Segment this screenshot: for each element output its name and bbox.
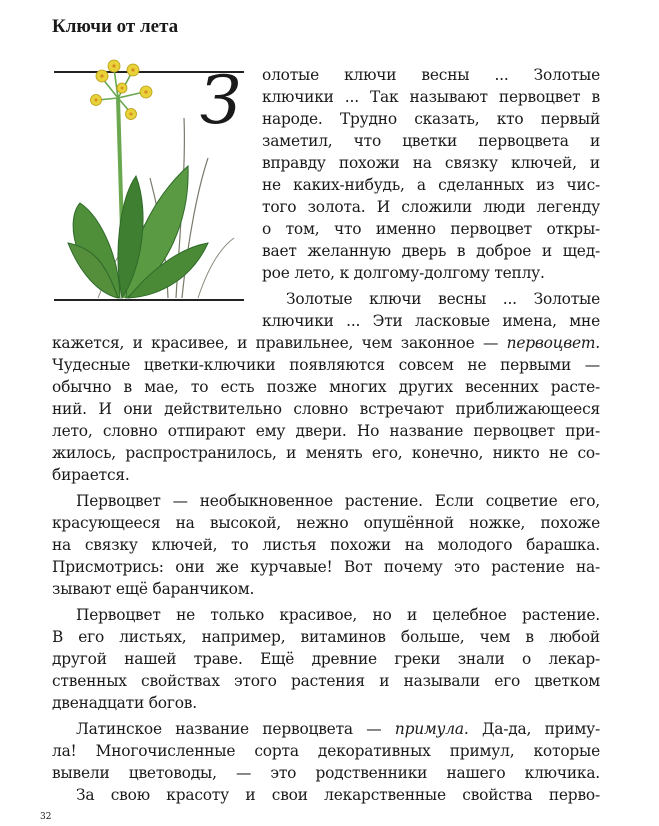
emphasis-term: примула. xyxy=(394,720,469,738)
page-title: Ключи от лета xyxy=(52,16,179,37)
text-line xyxy=(52,332,600,354)
text-line: лето, словно отпирают ему двери. Но название первоцвет при- xyxy=(52,422,600,440)
text-line: За свою красоту и свои лекарственные свойства перво- xyxy=(76,786,600,804)
text-line: вправду похожи на связку ключей, и xyxy=(262,154,600,172)
text-line: бирается. xyxy=(52,466,130,484)
text-line: ключики ... Эти ласковые имена, мне xyxy=(262,312,600,330)
text-line: того золота. И сложили люди легенду xyxy=(262,198,600,216)
text-segment: Латинское название первоцвета — xyxy=(76,720,382,738)
text-line xyxy=(76,718,600,740)
text-line: ственных свойствах этого растения и называли его цветком xyxy=(52,672,600,690)
text-line: Золотые ключи весны ... Золотые xyxy=(286,290,600,308)
text-line: Присмотрись: они же курчавые! Вот почему это растение на- xyxy=(52,558,600,576)
text-line: заметил, что цветки первоцвета и xyxy=(262,132,600,150)
text-line: обычно в мае, то есть позже многих других весенних расте- xyxy=(52,378,600,396)
text-line: жилось, распространилось, и менять его, конечно, никто не со- xyxy=(52,444,600,462)
text-line: олотые ключи весны ... Золотые xyxy=(262,66,600,84)
text-line: рое лето, к долгому-долгому теплу. xyxy=(262,264,545,282)
text-line: на связку ключей, то листья похожи на молодого барашка. xyxy=(52,536,600,554)
text-line: Первоцвет — необыкновенное растение. Если соцветие его, xyxy=(76,492,600,510)
text-line: о том, что именно первоцвет откры- xyxy=(262,220,600,238)
text-line: двенадцати богов. xyxy=(52,694,197,712)
emphasis-term: первоцвет. xyxy=(506,334,600,352)
text-line: ла! Многочисленные сорта декоративных примул, которые xyxy=(52,742,600,760)
text-line: В его листьях, например, витаминов больше, чем в любой xyxy=(52,628,600,646)
text-line: вывели цветоводы, — это родственники нашего ключика. xyxy=(52,764,600,782)
text-segment: кажется, и красивее, и правильнее, чем законное — xyxy=(52,334,499,352)
drop-cap: З xyxy=(200,62,242,139)
text-line: другой нашей траве. Ещё древние греки знали о лекар- xyxy=(52,650,600,668)
text-line: не каких-нибудь, а сделанных из чис- xyxy=(262,176,600,194)
text-line: ключики ... Так называют первоцвет в xyxy=(262,88,600,106)
text-line: красующееся на высокой, нежно опушённой ножке, похоже xyxy=(52,514,600,532)
text-segment: Да-да, приму- xyxy=(481,720,600,738)
text-line: Первоцвет не только красивое, но и целебное растение. xyxy=(76,606,600,624)
text-line: зывают ещё баранчиком. xyxy=(52,580,255,598)
text-line: Чудесные цветки-ключики появляются совсем не первыми — xyxy=(52,356,600,374)
text-line: ний. И они действительно словно встречают приближающееся xyxy=(52,400,600,418)
text-line: народе. Трудно сказать, кто первый xyxy=(262,110,600,128)
page-number: 32 xyxy=(40,812,52,822)
text-line: вает желанную дверь в доброе и щед- xyxy=(262,242,600,260)
